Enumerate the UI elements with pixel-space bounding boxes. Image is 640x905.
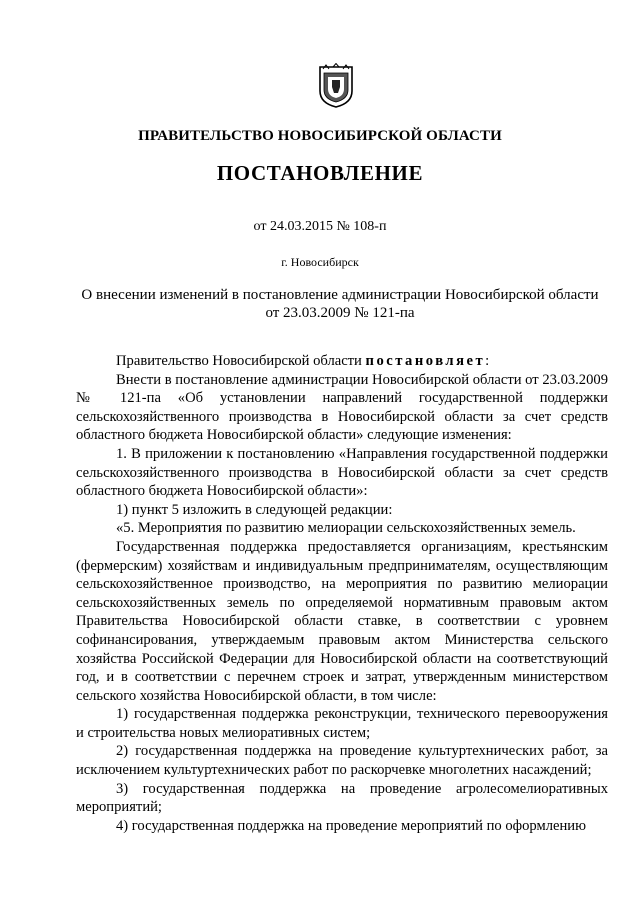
body-paragraph: 1) пункт 5 изложить в следующей редакции: xyxy=(116,501,393,518)
body-paragraph: Государственная поддержка предоставляется организациям, крестьянским (фермерским) хозяйствам и индивидуальным предпринимателям, осуществляющим сельскохозяйственное производство, на мероприятия по развитию мелиорации сельскохозяйственных земель по определяемой нормативным правовым актом Правительства Новосибирской области ставке, в соответствии с уровнем софинансирования, утверждаемым правовым актом Министерства сельского хозяйства Российской Федерации для Новосибирской области на соответствующий год, и в соответствии с перечнем строек и затрат, утвержденным министерством сельского хозяйства Новосибирской области, в том числе: xyxy=(76,538,608,704)
body-paragraph: 2) государственная поддержка на проведение культуртехнических работ, за исключением культуртехнических работ по раскорчевке многолетних насаждений; xyxy=(76,743,608,779)
body-paragraph: 3) государственная поддержка на проведение агролесомелиоративных мероприятий; xyxy=(76,780,608,816)
intro-text: Правительство Новосибирской области xyxy=(116,353,366,369)
intro-paragraph xyxy=(76,352,608,371)
decree-word: постановляет xyxy=(365,353,486,369)
document-type-title: ПОСТАНОВЛЕНИЕ xyxy=(216,161,424,185)
coat-of-arms-icon xyxy=(316,63,356,109)
body-paragraph: Внести в постановление администрации Новосибирской области от 23.03.2009 № 121-па «Об установлении направлений государственной поддержки сельскохозяйственного производства в Новосибирской области за счет средств областного бюджета Новосибирской области» следующие изменения: xyxy=(76,371,608,444)
body-paragraph: 1) государственная поддержка реконструкции, технического перевооружения и строительства новых мелиоративных систем; xyxy=(76,706,608,741)
subject-line-2: от 23.03.2009 № 121-па xyxy=(265,305,415,321)
government-name: ПРАВИТЕЛЬСТВО НОВОСИБИРСКОЙ ОБЛАСТИ xyxy=(138,128,502,144)
document-body xyxy=(76,352,608,835)
body-paragraph: 1. В приложении к постановлению «Направления государственной поддержки сельскохозяйственного производства в Новосибирской области за счет средств областного бюджета Новосибирской области»: xyxy=(76,445,608,500)
subject-line-1: О внесении изменений в постановление администрации Новосибирской области xyxy=(81,287,599,303)
city-name: г. Новосибирск xyxy=(281,255,359,269)
body-paragraph: «5. Мероприятия по развитию мелиорации сельскохозяйственных земель. xyxy=(116,520,576,537)
body-paragraph: 4) государственная поддержка на проведение мероприятий по оформлению xyxy=(116,817,586,834)
intro-colon: : xyxy=(485,353,490,369)
date-and-number: от 24.03.2015 № 108-п xyxy=(253,219,387,234)
document-subject xyxy=(70,286,610,322)
